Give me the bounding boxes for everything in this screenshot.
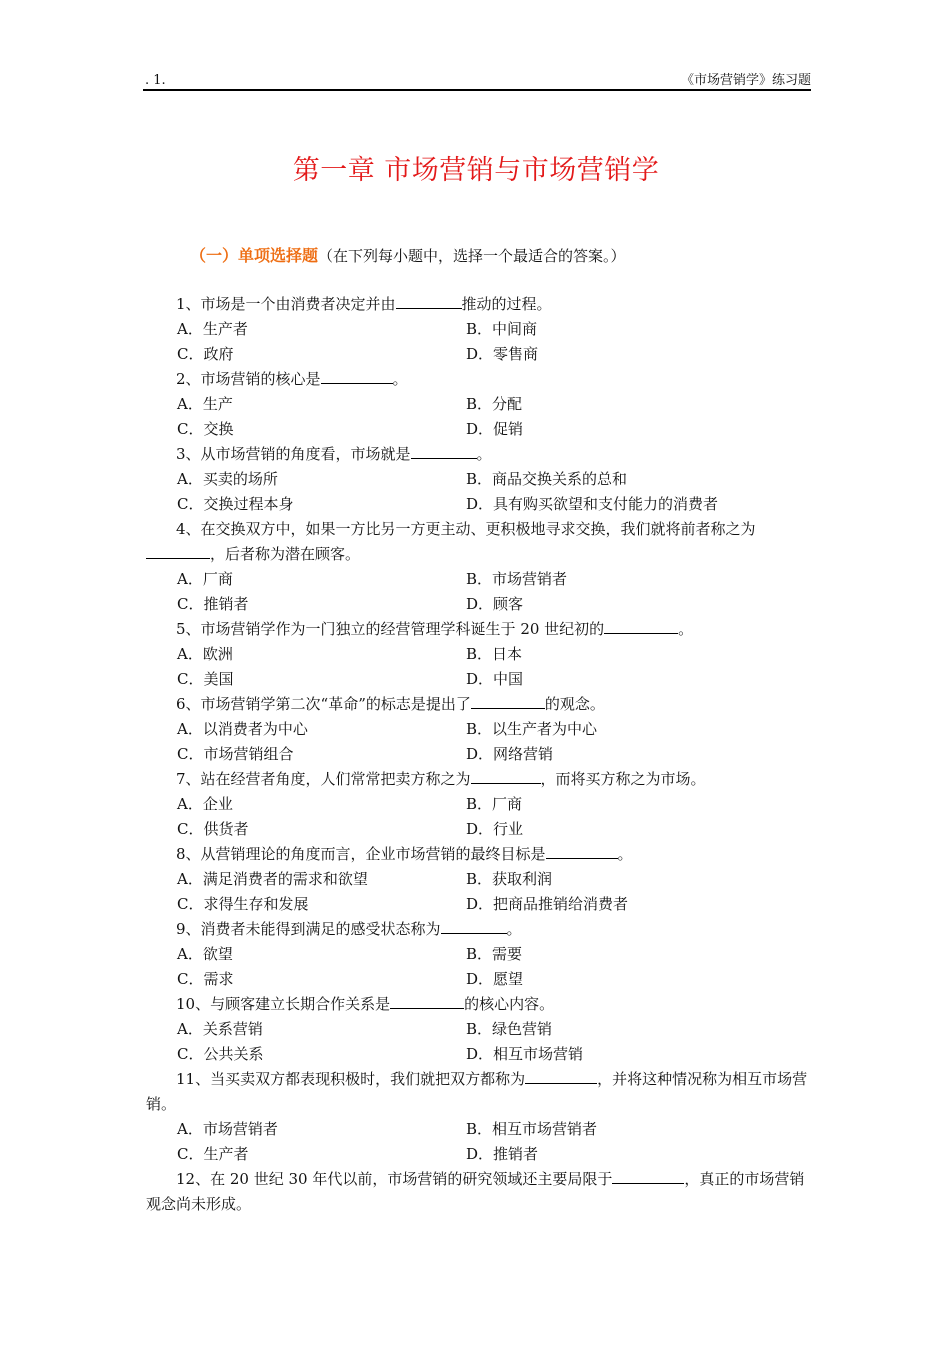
option-row: [146, 392, 812, 417]
section-heading: [190, 245, 626, 267]
question-stem: [146, 292, 812, 317]
answer-option: B．需要: [466, 945, 523, 963]
answer-option: D．具有购买欲望和支付能力的消费者: [466, 495, 719, 513]
question-stem: [146, 1067, 812, 1117]
question-text-end: 。: [506, 920, 522, 938]
answer-blank[interactable]: [525, 1067, 597, 1084]
question-text-end: ，真正的市场营销观念尚未形成。: [146, 1170, 805, 1213]
answer-option: A．满足消费者的需求和欲望: [177, 870, 368, 888]
answer-option: C．交换过程本身: [177, 495, 294, 513]
option-row: [146, 567, 812, 592]
answer-option: A．买卖的场所: [177, 470, 278, 488]
option-row: [146, 892, 812, 917]
question-text: 5、市场营销学作为一门独立的经营管理学科诞生于 20 世纪初的: [176, 620, 605, 638]
option-row: [146, 742, 812, 767]
answer-option: A．企业: [177, 795, 233, 813]
answer-option: A．关系营销: [177, 1020, 263, 1038]
answer-option: B．厂商: [466, 795, 523, 813]
answer-option: C．交换: [177, 420, 234, 438]
answer-option: D．网络营销: [466, 745, 554, 763]
answer-option: B．绿色营销: [466, 1020, 553, 1038]
answer-option: C．美国: [177, 670, 234, 688]
option-row: [146, 792, 812, 817]
option-row: [146, 592, 812, 617]
option-row: [146, 1042, 812, 1067]
option-row: [146, 667, 812, 692]
answer-option: B．商品交换关系的总和: [466, 470, 628, 488]
answer-option: C．推销者: [177, 595, 249, 613]
question-text: 9、消费者未能得到满足的感受状态称为: [176, 920, 441, 938]
answer-option: A．市场营销者: [177, 1120, 278, 1138]
page-number: . 1.: [145, 73, 166, 88]
answer-blank[interactable]: [390, 992, 464, 1009]
answer-option: A．生产: [177, 395, 233, 413]
answer-option: D．相互市场营销: [466, 1045, 584, 1063]
question-text-end: ，后者称为潜在顾客。: [210, 545, 361, 563]
answer-option: A．欧洲: [177, 645, 233, 663]
answer-option: B．中间商: [466, 320, 538, 338]
option-row: [146, 1017, 812, 1042]
section-title: （一）单项选择题: [190, 246, 319, 265]
question-stem: [146, 517, 812, 567]
question-stem: [146, 692, 812, 717]
question-text: 7、站在经营者角度，人们常常把卖方称之为: [176, 770, 471, 788]
question-text-end: 的观念。: [544, 695, 605, 713]
question-text-end: ，并将这种情况称为相互市场营销。: [146, 1070, 808, 1113]
question-text: 12、在 20 世纪 30 年代以前，市场营销的研究领域还主要局限于: [176, 1170, 613, 1188]
question-text-end: 。: [392, 370, 408, 388]
question-text: 11、当买卖双方都表现积极时，我们就把双方都称为: [176, 1070, 526, 1088]
option-row: [146, 467, 812, 492]
section-note: （在下列每小题中，选择一个最适合的答案。）: [318, 247, 626, 265]
answer-option: A．生产者: [177, 320, 248, 338]
option-row: [146, 1117, 812, 1142]
answer-blank[interactable]: [471, 767, 541, 784]
answer-blank[interactable]: [146, 542, 210, 559]
question-text: 1、市场是一个由消费者决定并由: [176, 295, 396, 313]
answer-option: D．顾客: [466, 595, 524, 613]
answer-option: A．欲望: [177, 945, 233, 963]
answer-option: C．供货者: [177, 820, 249, 838]
page-header: [143, 72, 811, 91]
answer-blank[interactable]: [411, 442, 477, 459]
question-stem: [146, 992, 812, 1017]
option-row: [146, 967, 812, 992]
option-row: [146, 417, 812, 442]
answer-option: D．行业: [466, 820, 524, 838]
answer-option: B．分配: [466, 395, 523, 413]
header-doc-title: 《市场营销学》练习题: [680, 73, 811, 88]
answer-blank[interactable]: [471, 692, 545, 709]
question-stem: [146, 767, 812, 792]
question-text-end: 的核心内容。: [464, 995, 555, 1013]
option-row: [146, 342, 812, 367]
option-row: [146, 942, 812, 967]
question-text-end: ，而将买方称之为市场。: [540, 770, 706, 788]
answer-option: D．推销者: [466, 1145, 539, 1163]
answer-option: C．生产者: [177, 1145, 249, 1163]
question-stem: [146, 917, 812, 942]
question-text: 3、从市场营销的角度看，市场就是: [176, 445, 411, 463]
answer-option: B．获取利润: [466, 870, 553, 888]
answer-option: A．厂商: [177, 570, 233, 588]
answer-option: B．日本: [466, 645, 523, 663]
answer-option: C．政府: [177, 345, 234, 363]
question-stem: [146, 1167, 812, 1217]
question-stem: [146, 367, 812, 392]
answer-option: D．把商品推销给消费者: [466, 895, 629, 913]
option-row: [146, 642, 812, 667]
answer-blank[interactable]: [612, 1167, 684, 1184]
question-text: 10、与顾客建立长期合作关系是: [176, 995, 391, 1013]
question-text-end: 。: [678, 620, 694, 638]
question-text-end: 。: [617, 845, 633, 863]
answer-option: C．需求: [177, 970, 234, 988]
answer-option: C．公共关系: [177, 1045, 264, 1063]
answer-blank[interactable]: [441, 917, 507, 934]
answer-blank[interactable]: [604, 617, 678, 634]
answer-blank[interactable]: [546, 842, 618, 859]
question-stem: [146, 842, 812, 867]
answer-option: B．相互市场营销者: [466, 1120, 598, 1138]
answer-option: B．以生产者为中心: [466, 720, 598, 738]
answer-option: C．求得生存和发展: [177, 895, 309, 913]
answer-option: D．中国: [466, 670, 524, 688]
question-text: 2、市场营销的核心是: [176, 370, 321, 388]
option-row: [146, 1142, 812, 1167]
answer-option: C．市场营销组合: [177, 745, 294, 763]
question-text: 6、市场营销学第二次“革命”的标志是提出了: [176, 695, 471, 713]
answer-option: B．市场营销者: [466, 570, 568, 588]
answer-option: D．愿望: [466, 970, 524, 988]
option-row: [146, 817, 812, 842]
answer-blank[interactable]: [321, 367, 393, 384]
option-row: [146, 317, 812, 342]
answer-option: A．以消费者为中心: [177, 720, 308, 738]
question-stem: [146, 617, 812, 642]
answer-blank[interactable]: [396, 292, 462, 309]
option-row: [146, 492, 812, 517]
answer-option: D．零售商: [466, 345, 539, 363]
question-text: 8、从营销理论的角度而言，企业市场营销的最终目标是: [176, 845, 546, 863]
question-text: 4、在交换双方中，如果一方比另一方更主动、更积极地寻求交换，我们就将前者称之为: [176, 520, 756, 538]
option-row: [146, 717, 812, 742]
question-text-end: 。: [476, 445, 492, 463]
answer-option: D．促销: [466, 420, 524, 438]
option-row: [146, 867, 812, 892]
question-list: [146, 292, 812, 1217]
question-text-end: 推动的过程。: [461, 295, 552, 313]
question-stem: [146, 442, 812, 467]
chapter-title: 第一章 市场营销与市场营销学: [292, 155, 660, 186]
